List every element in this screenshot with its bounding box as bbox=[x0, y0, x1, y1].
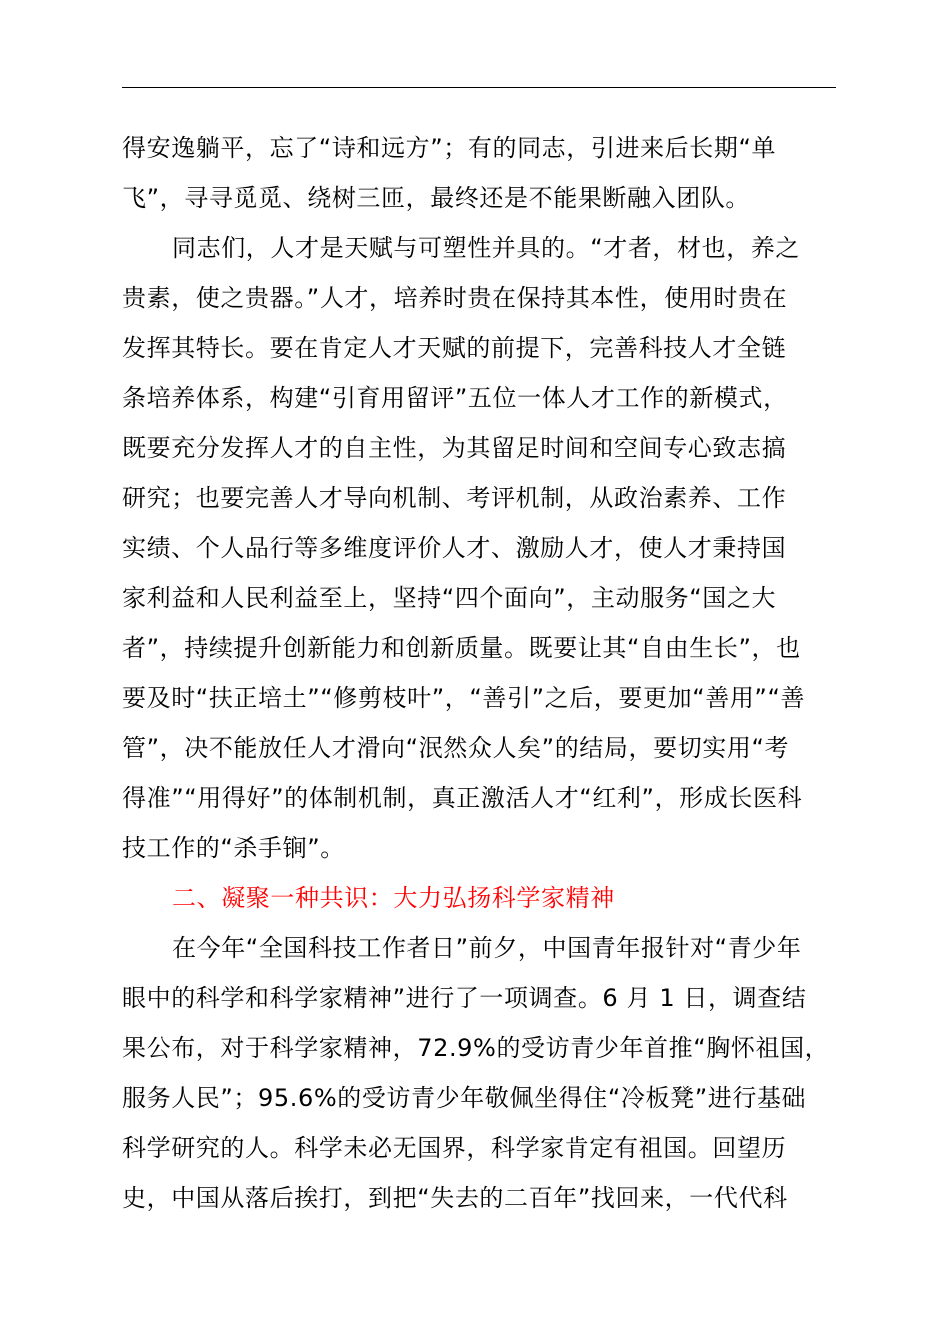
text-line: 实绩、个人品行等多维度评价人才、激励人才，使人才秉持国 bbox=[122, 534, 787, 562]
text-line: 者”，持续提升创新能力和创新质量。既要让其“自由生长”，也 bbox=[122, 634, 801, 662]
text-line: 家利益和人民利益至上，坚持“四个面向”，主动服务“国之大 bbox=[122, 584, 777, 612]
text-line: 得安逸躺平，忘了“诗和远方”；有的同志，引进来后长期“单 bbox=[122, 134, 777, 162]
text-line: 同志们，人才是天赋与可塑性并具的。“才者，材也，养之 bbox=[172, 234, 801, 262]
text-line: 贵素，使之贵器。”人才，培养时贵在保持其本性，使用时贵在 bbox=[122, 284, 788, 312]
text-line: 眼中的科学和科学家精神”进行了一项调查。6 月 1 日，调查结 bbox=[122, 984, 807, 1012]
text-line: 管”，决不能放任人才滑向“泯然众人矣”的结局，要切实用“考 bbox=[122, 734, 790, 762]
section-heading: 二、凝聚一种共识：大力弘扬科学家精神 bbox=[172, 884, 615, 912]
text-line: 飞”，寻寻觅觅、绕树三匝，最终还是不能果断融入团队。 bbox=[122, 184, 751, 212]
text-line: 在今年“全国科技工作者日”前夕，中国青年报针对“青少年 bbox=[172, 934, 802, 962]
text-line: 条培养体系，构建“引育用留评”五位一体人才工作的新模式， bbox=[122, 384, 788, 412]
text-line: 技工作的“杀手锏”。 bbox=[122, 834, 345, 862]
text-line: 研究；也要完善人才导向机制、考评机制，从政治素养、工作 bbox=[122, 484, 787, 512]
header-rule bbox=[122, 87, 836, 88]
text-line: 服务人民”；95.6%的受访青少年敬佩坐得住“冷板凳”进行基础 bbox=[122, 1084, 807, 1112]
text-line: 要及时“扶正培土”“修剪枝叶”，“善引”之后，要更加“善用”“善 bbox=[122, 684, 806, 712]
text-line: 发挥其特长。要在肯定人才天赋的前提下，完善科技人才全链 bbox=[122, 334, 787, 362]
text-line: 科学研究的人。科学未必无国界，科学家肯定有祖国。回望历 bbox=[122, 1134, 787, 1162]
text-line: 既要充分发挥人才的自主性，为其留足时间和空间专心致志搞 bbox=[122, 434, 787, 462]
text-line: 史，中国从落后挨打，到把“失去的二百年”找回来，一代代科 bbox=[122, 1184, 788, 1212]
text-line: 得准”“用得好”的体制机制，真正激活人才“红利”，形成长医科 bbox=[122, 784, 803, 812]
text-line: 果公布，对于科学家精神，72.9%的受访青少年首推“胸怀祖国， bbox=[122, 1034, 830, 1062]
document-body bbox=[122, 123, 836, 1223]
